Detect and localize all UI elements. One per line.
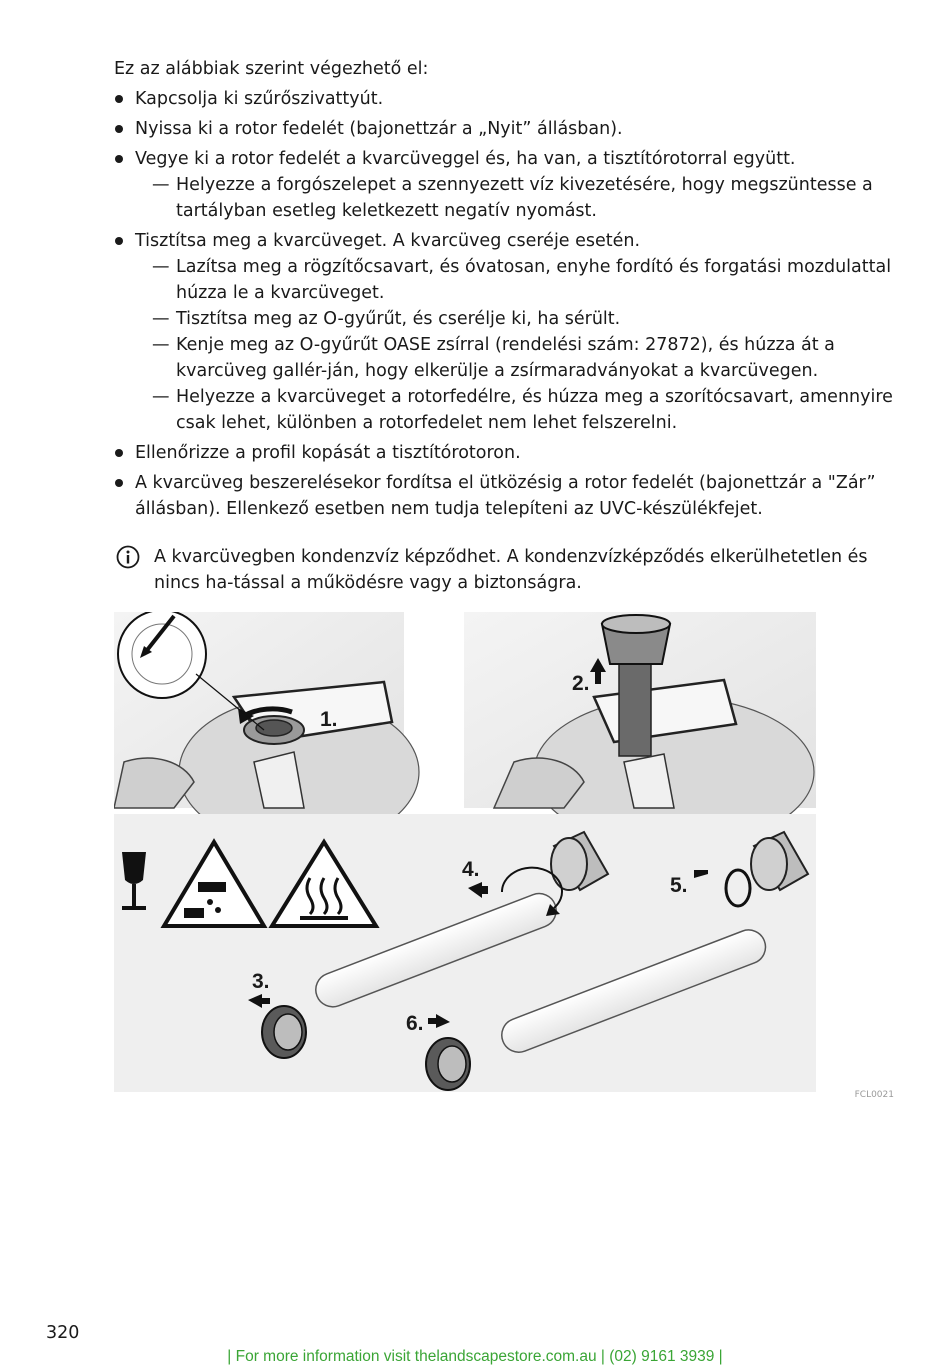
panel-remove-cover bbox=[464, 612, 816, 847]
illustration bbox=[114, 612, 900, 1092]
instructions bbox=[114, 56, 900, 596]
dash-marker: — bbox=[152, 309, 170, 329]
step-label-2: 2. bbox=[572, 672, 590, 695]
step-text: Ellenőrizze a profil kopását a tisztítórotoron. bbox=[135, 443, 521, 463]
assembly-illustration bbox=[114, 612, 900, 1092]
info-icon bbox=[116, 545, 140, 569]
clamping-nut-right bbox=[426, 1038, 470, 1090]
step-label-5: 5. bbox=[670, 874, 688, 897]
sub-step bbox=[135, 306, 900, 332]
step-text: Kapcsolja ki szűrőszivattyút. bbox=[135, 89, 384, 109]
step-item bbox=[114, 86, 900, 112]
sub-step-text: Lazítsa meg a rögzítőcsavart, és óvatosan, enyhe fordító és forgatási mozdulattal húzza le a kvarcüveget. bbox=[176, 257, 892, 303]
footer-link[interactable]: | For more information visit thelandscapestore.com.au | (02) 9161 3939 | bbox=[227, 1348, 723, 1365]
dash-marker: — bbox=[152, 387, 170, 407]
figure-code: FCL0021 bbox=[854, 1090, 894, 1100]
note-text: A kvarcüvegben kondenzvíz képződhet. A kondenzvízképződés elkerülhetetlen és nincs ha-tással a működésre vagy a biztonságra. bbox=[154, 547, 868, 593]
sub-step-text: Helyezze a forgószelepet a szennyezett víz kivezetésére, hogy megszüntesse a tartályban esetleg keletkezett negatív nyomást. bbox=[176, 175, 873, 221]
clamping-nut-left bbox=[262, 1006, 306, 1058]
intro-text: Ez az alábbiak szerint végezhető el: bbox=[114, 59, 429, 79]
bullet-icon bbox=[115, 449, 123, 457]
step-text: A kvarcüveg beszerelésekor fordítsa el ütközésig a rotor fedelét (bajonettzár a "Zár” állásban). Ellenkező esetben nem tudja telepíteni az UVC-készülékfejet. bbox=[135, 473, 876, 519]
bullet-icon bbox=[115, 95, 123, 103]
info-note bbox=[114, 544, 900, 596]
dash-marker: — bbox=[152, 335, 170, 355]
sub-step-text: Helyezze a kvarcüveget a rotorfedélre, és húzza meg a szorítócsavart, amennyire csak lehet, különben a rotorfedelet nem lehet felszerelni. bbox=[176, 387, 893, 433]
step-label-1: 1. bbox=[320, 708, 338, 731]
step-text: Nyissa ki a rotor fedelét (bajonettzár a „Nyit” állásban). bbox=[135, 119, 623, 139]
step-item bbox=[114, 228, 900, 436]
panel-quartz-glass bbox=[114, 814, 816, 1092]
step-item bbox=[114, 470, 900, 522]
step-label-4: 4. bbox=[462, 858, 480, 881]
step-label-6: 6. bbox=[406, 1012, 424, 1035]
page-number: 320 bbox=[46, 1323, 80, 1343]
sub-step-text: Kenje meg az O-gyűrűt OASE zsírral (rendelési szám: 27872), és húzza át a kvarcüveg gallér-ján, hogy elkerülje a zsírmaradványokat a kvarcüvegen. bbox=[176, 335, 835, 381]
sub-step bbox=[135, 254, 900, 306]
step-item bbox=[114, 116, 900, 142]
dash-marker: — bbox=[152, 175, 170, 195]
step-text: Vegye ki a rotor fedelét a kvarcüveggel és, ha van, a tisztítórotorral együtt. bbox=[135, 149, 796, 169]
bullet-icon bbox=[115, 125, 123, 133]
step-label-3: 3. bbox=[252, 970, 270, 993]
step-item bbox=[114, 146, 900, 224]
dash-marker: — bbox=[152, 257, 170, 277]
panel-open-cover bbox=[114, 612, 419, 847]
sub-step-text: Tisztítsa meg az O-gyűrűt, és cserélje ki, ha sérült. bbox=[176, 309, 621, 329]
sub-step bbox=[135, 384, 900, 436]
sub-step bbox=[135, 172, 900, 224]
bullet-icon bbox=[115, 237, 123, 245]
step-item bbox=[114, 440, 900, 466]
step-list bbox=[114, 86, 900, 522]
sub-step bbox=[135, 332, 900, 384]
bullet-icon bbox=[115, 155, 123, 163]
bullet-icon bbox=[115, 479, 123, 487]
step-text: Tisztítsa meg a kvarcüveget. A kvarcüveg cseréje esetén. bbox=[135, 231, 641, 251]
